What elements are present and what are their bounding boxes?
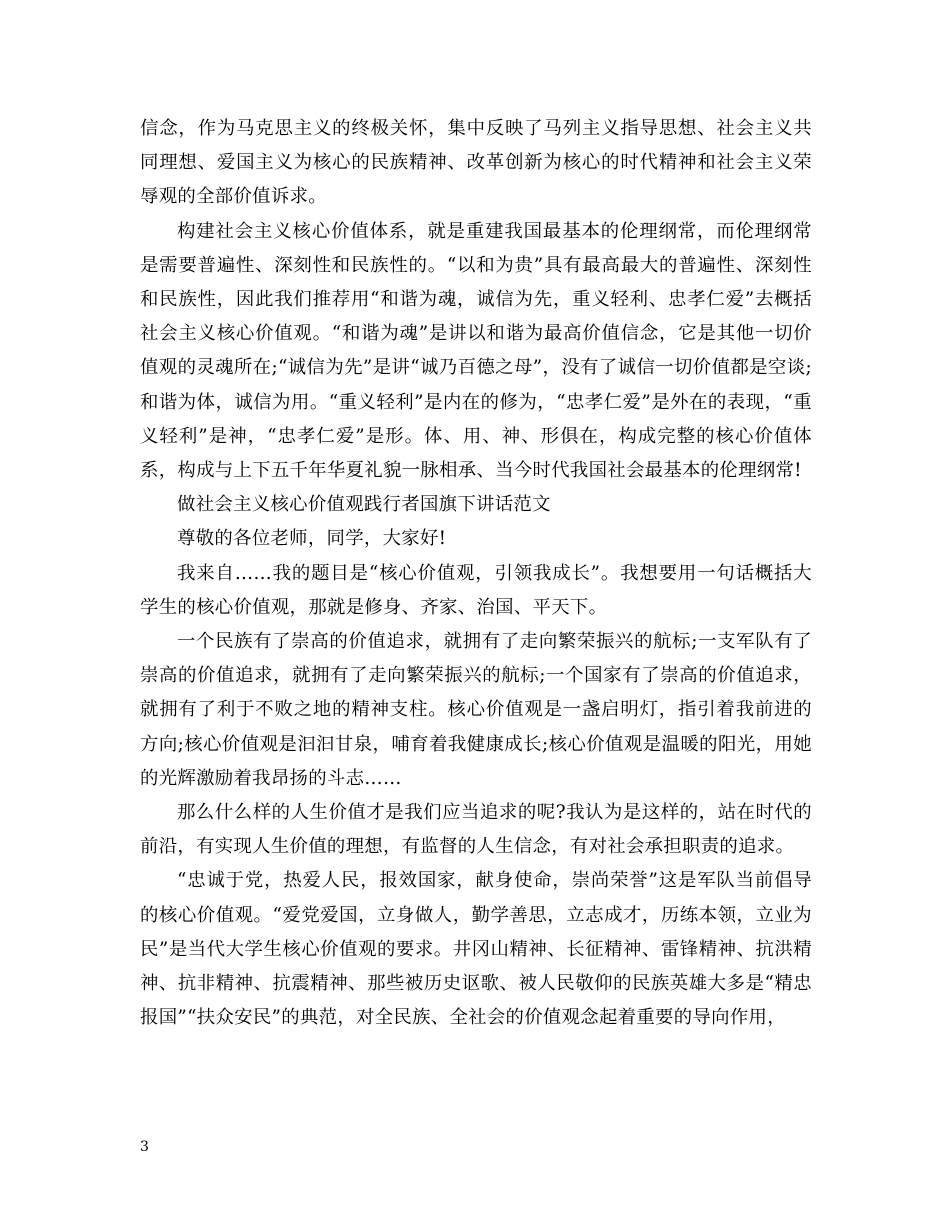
paragraph-5: 我来自……我的题目是“核心价值观，引领我成长”。我想要用一句话概括大学生的核心价值观，那就是修身、齐家、治国、平天下。 — [140, 562, 812, 618]
paragraph-speech-title: 做社会主义核心价值观践行者国旗下讲话范文 — [177, 494, 551, 516]
page-number: 3 — [140, 1139, 149, 1155]
paragraph-1: 信念，作为马克思主义的终极关怀，集中反映了马列主义指导思想、社会主义共同理想、爱国主义为核心的民族精神、改革创新为核心的时代精神和社会主义荣辱观的全部价值诉求。 — [140, 118, 812, 208]
document-body — [140, 112, 812, 1035]
paragraph-8: “忠诚于党，热爱人民，报效国家，献身使命，崇尚荣誉”这是军队当前倡导的核心价值观。“爱党爱国，立身做人，勤学善思，立志成才，历练本领，立业为民”是当代大学生核心价值观的要求。井冈山精神、长征精神、雷锋精神、抗洪精神、抗非精神、抗震精神、那些被历史讴歌、被人民敬仰的民族英雄大多是“精忠报国”“扶众安民”的典范，对全民族、全社会的价值观念起着重要的导向作用， — [140, 870, 812, 1029]
paragraph-7: 那么什么样的人生价值才是我们应当追求的呢?我认为是这样的，站在时代的前沿，有实现人生价值的理想，有监督的人生信念，有对社会承担职责的追求。 — [140, 802, 812, 858]
paragraph-6: 一个民族有了崇高的价值追求，就拥有了走向繁荣振兴的航标;一支军队有了崇高的价值追求，就拥有了走向繁荣振兴的航标;一个国家有了崇高的价值追求，就拥有了利于不败之地的精神支柱。核心价值观是一盏启明灯，指引着我前进的方向;核心价值观是汩汩甘泉，哺育着我健康成长;核心价值观是温暖的阳光，用她的光辉激励着我昂扬的斗志…… — [140, 631, 812, 789]
paragraph-greeting: 尊敬的各位老师，同学，大家好! — [177, 528, 447, 550]
paragraph-2: 构建社会主义核心价值体系，就是重建我国最基本的伦理纲常，而伦理纲常是需要普遍性、深刻性和民族性的。“以和为贵”具有最高最大的普遍性、深刻性和民族性，因此我们推荐用“和谐为魂，诚信为先，重义轻利、忠孝仁爱”去概括社会主义核心价值观。“和谐为魂”是讲以和谐为最高价值信念，它是其他一切价值观的灵魂所在;“诚信为先”是讲“诚乃百德之母”，没有了诚信一切价值都是空谈;和谐为体，诚信为用。“重义轻利”是内在的修为，“忠孝仁爱”是外在的表现，“重义轻利”是神，“忠孝仁爱”是形。体、用、神、形俱在，构成完整的核心价值体系，构成与上下五千年华夏礼貌一脉相承、当今时代我国社会最基本的伦理纲常! — [140, 220, 812, 482]
